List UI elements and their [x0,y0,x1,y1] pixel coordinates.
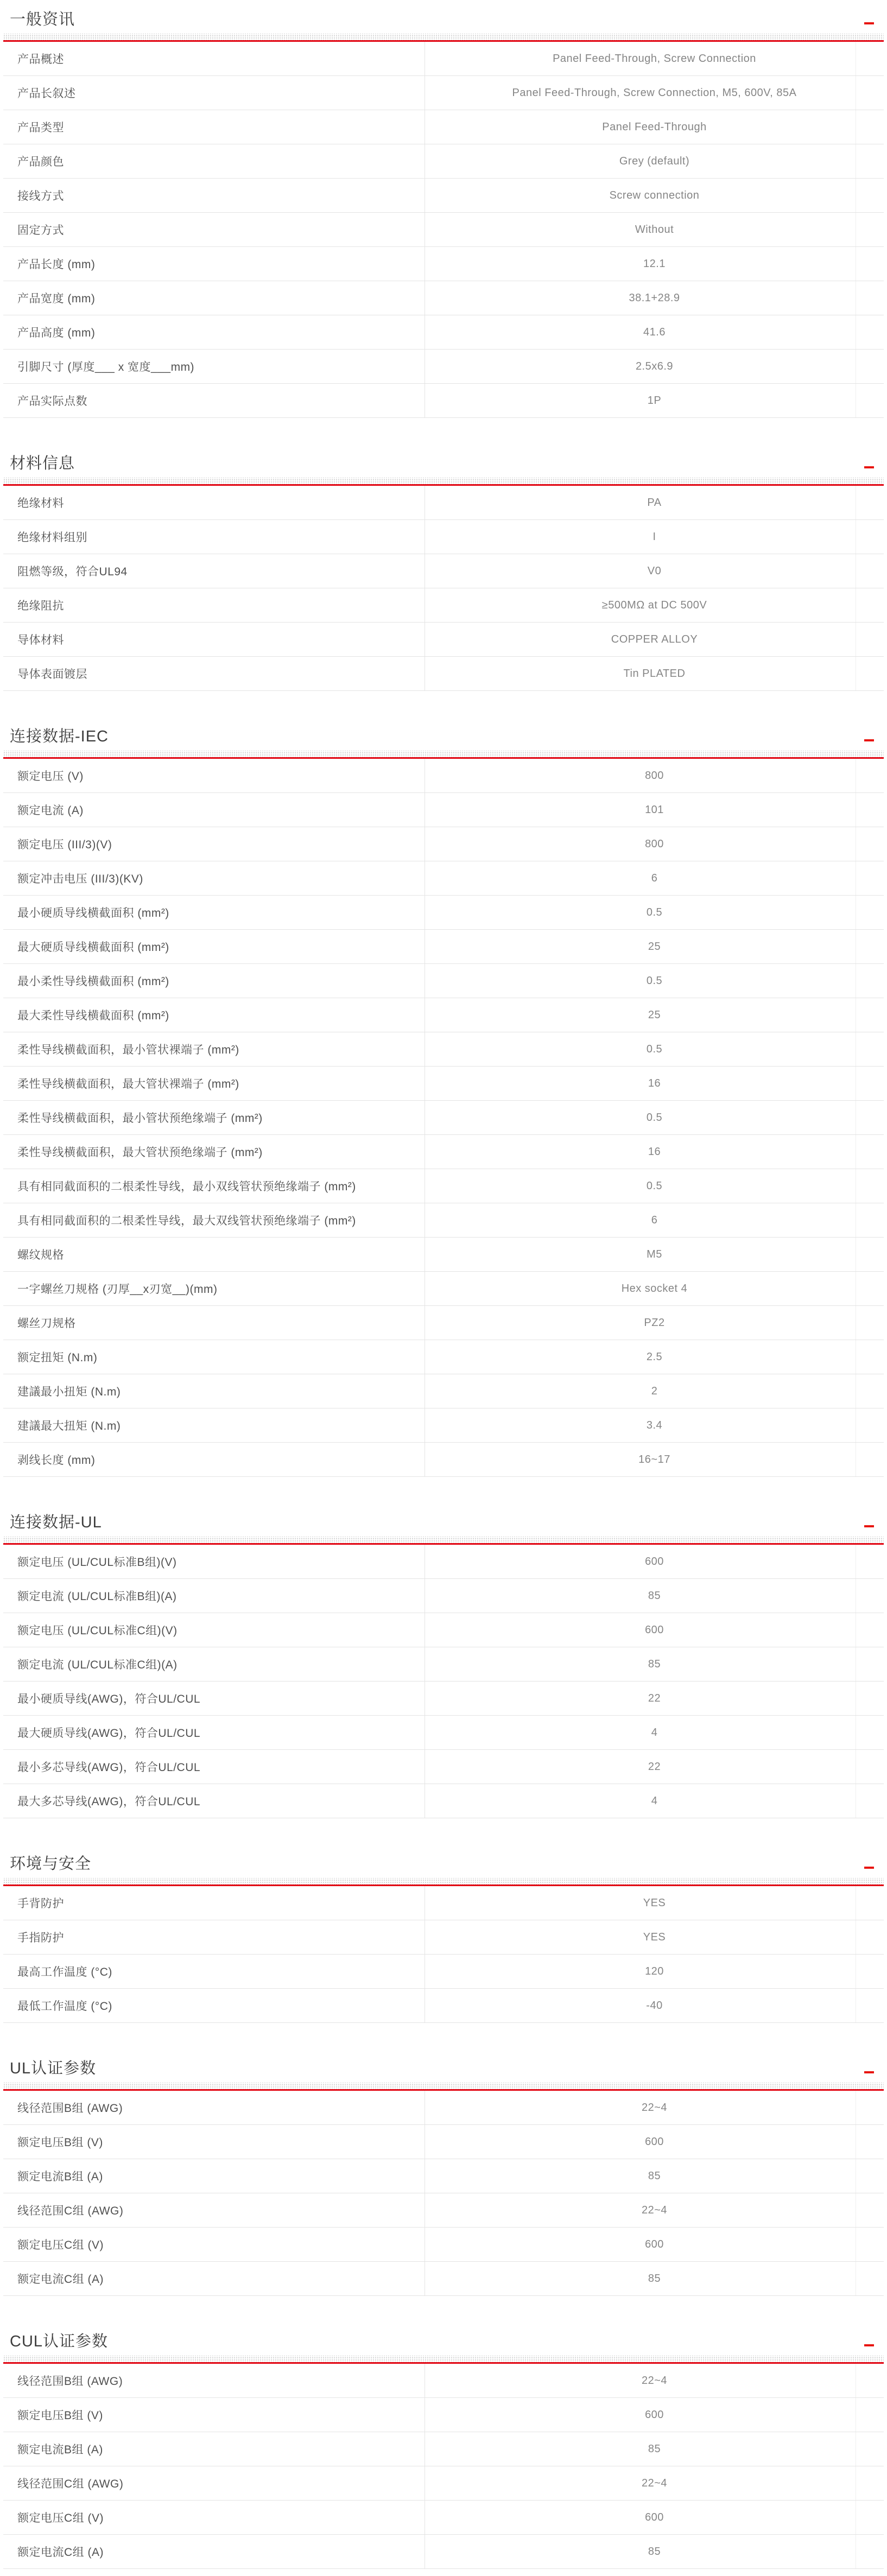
row-label: 额定电压 (UL/CUL标准B组)(V) [3,1545,425,1578]
row-value: COPPER ALLOY [611,633,698,645]
table-row [3,42,884,76]
row-value: 41.6 [643,326,666,338]
table-row [3,2228,884,2262]
section-header [3,691,884,759]
table-row [3,1032,884,1067]
table-row [3,1306,884,1340]
table-row [3,1408,884,1443]
row-value: 0.5 [646,974,663,987]
row-label: 具有相同截面积的二根柔性导线，最小双线管状预绝缘端子 (mm²) [3,1169,425,1203]
row-value: 85 [648,2169,661,2182]
section-header [3,2296,884,2364]
row-value: ≥500MΩ at DC 500V [601,599,707,611]
collapse-minus-icon[interactable] [864,737,874,744]
row-label: 线径范围B组 (AWG) [3,2091,425,2124]
spec-section [3,691,884,1477]
table-row [3,520,884,554]
row-value: Screw connection [609,189,700,201]
table-row [3,964,884,998]
table-row [3,896,884,930]
row-label: 最高工作温度 (°C) [3,1955,425,1988]
row-value: 2.5x6.9 [635,360,674,372]
row-value: 16 [648,1145,661,1158]
row-label: 额定电流C组 (A) [3,2535,425,2568]
row-label: 建議最大扭矩 (N.m) [3,1408,425,1442]
row-label: 最低工作温度 (°C) [3,1989,425,2022]
row-label: 最大硬质导线(AWG)，符合UL/CUL [3,1716,425,1749]
section-title: 环境与安全 [10,1855,92,1873]
table-row [3,1920,884,1955]
row-value: 600 [645,2408,664,2421]
section-title: UL认证参数 [10,2060,97,2077]
row-value: PZ2 [644,1316,665,1329]
row-label: 额定电压B组 (V) [3,2125,425,2159]
table-row [3,1340,884,1374]
table-row [3,1067,884,1101]
table-row [3,2125,884,2159]
collapse-minus-icon[interactable] [864,2342,874,2349]
row-value: 16~17 [638,1453,670,1465]
table-row [3,861,884,896]
row-value: 600 [645,1555,664,1568]
row-value: YES [643,1896,666,1909]
row-label: 手背防护 [3,1886,425,1920]
section-title: 一般资讯 [10,11,75,28]
row-value: 1P [647,394,662,407]
row-value: 85 [648,2545,661,2558]
row-label: 螺丝刀规格 [3,1306,425,1340]
row-value: 120 [645,1965,664,1977]
row-label: 额定电流B组 (A) [3,2159,425,2193]
table-row [3,350,884,384]
row-value: 85 [648,2442,661,2455]
row-label: 产品实际点数 [3,384,425,417]
table-row [3,1886,884,1920]
row-label: 产品长叙述 [3,76,425,110]
row-value: I [652,530,656,543]
row-label: 导体表面镀层 [3,657,425,690]
dotted-divider [3,2083,884,2089]
table-row [3,930,884,964]
row-value: 25 [648,940,661,953]
row-label: 额定电流 (UL/CUL标准B组)(A) [3,1579,425,1613]
minus-icon [864,2071,874,2073]
row-value: 22~4 [641,2477,668,2489]
table-row [3,998,884,1032]
section-header [3,418,884,486]
table-row [3,657,884,691]
table-row [3,1955,884,1989]
table-row [3,179,884,213]
row-value: 0.5 [646,1179,663,1192]
table-row [3,2091,884,2125]
row-label: 产品长度 (mm) [3,247,425,281]
dotted-divider [3,478,884,484]
collapse-minus-icon[interactable] [864,1864,874,1871]
table-row [3,1135,884,1169]
table-row [3,1169,884,1203]
row-label: 接线方式 [3,179,425,212]
section-title: 材料信息 [10,455,75,472]
row-value: 12.1 [643,257,666,270]
dotted-divider [3,1537,884,1543]
spec-table [3,1886,884,2023]
row-value: Tin PLATED [623,667,686,680]
table-row [3,2193,884,2228]
section-header [3,1477,884,1545]
section-header [3,0,884,42]
row-value: 2.5 [646,1350,663,1363]
table-row [3,110,884,144]
row-label: 最大硬质导线横截面积 (mm²) [3,930,425,963]
row-label: 一字螺丝刀规格 (刃厚__x刃宽__)(mm) [3,1272,425,1305]
row-label: 产品高度 (mm) [3,315,425,349]
spec-section [3,2023,884,2296]
table-row [3,1989,884,2023]
row-value: YES [643,1931,666,1943]
row-value: 22~4 [641,2204,668,2216]
row-value: 3.4 [646,1419,663,1431]
row-label: 柔性导线横截面积，最小管状裸端子 (mm²) [3,1032,425,1066]
row-label: 建議最小扭矩 (N.m) [3,1374,425,1408]
table-row [3,486,884,520]
table-row [3,1647,884,1682]
row-label: 导体材料 [3,623,425,656]
row-label: 额定电压B组 (V) [3,2398,425,2432]
table-row [3,554,884,588]
table-row [3,1443,884,1477]
row-value: 85 [648,2272,661,2285]
row-value: 0.5 [646,1043,663,1055]
row-label: 额定电压 (UL/CUL标准C组)(V) [3,1613,425,1647]
minus-icon [864,739,874,741]
row-label: 额定电流C组 (A) [3,2262,425,2295]
row-label: 阻燃等级，符合UL94 [3,554,425,588]
row-label: 额定电压C组 (V) [3,2228,425,2261]
row-value: 800 [645,769,664,782]
row-value: -40 [646,1999,663,2012]
table-row [3,1203,884,1238]
row-label: 剥线长度 (mm) [3,1443,425,1476]
row-value: 22 [648,1760,661,1773]
table-row [3,1750,884,1784]
row-label: 最小多芯导线(AWG)，符合UL/CUL [3,1750,425,1784]
row-label: 最小硬质导线横截面积 (mm²) [3,896,425,929]
row-value: 4 [651,1726,658,1739]
table-row [3,315,884,350]
dotted-divider [3,34,884,40]
row-label: 绝缘阻抗 [3,588,425,622]
row-label: 额定电流B组 (A) [3,2432,425,2466]
minus-icon [864,466,874,468]
row-value: 600 [645,2135,664,2148]
section-header [3,2023,884,2091]
table-row [3,2466,884,2501]
row-value: 101 [645,803,664,816]
table-row [3,1716,884,1750]
spec-table [3,486,884,691]
table-row [3,2398,884,2432]
collapse-minus-icon[interactable] [864,20,874,27]
row-label: 线径范围B组 (AWG) [3,2364,425,2397]
row-value: Panel Feed-Through [602,120,707,133]
spec-section [3,2296,884,2569]
table-row [3,1682,884,1716]
row-value: PA [647,496,662,509]
spec-section [3,1818,884,2023]
row-value: M5 [647,1248,662,1260]
dotted-divider [3,751,884,757]
collapse-minus-icon[interactable] [864,2069,874,2076]
table-row [3,281,884,315]
spec-table [3,2091,884,2296]
spec-table [3,1545,884,1818]
table-row [3,1101,884,1135]
minus-icon [864,1867,874,1869]
table-row [3,2432,884,2466]
row-label: 额定电压 (V) [3,759,425,792]
table-row [3,588,884,623]
row-label: 额定电压C组 (V) [3,2501,425,2534]
spec-table [3,759,884,1477]
dotted-divider [3,2356,884,2362]
row-value: 600 [645,2511,664,2523]
row-label: 线径范围C组 (AWG) [3,2193,425,2227]
row-label: 最大多芯导线(AWG)，符合UL/CUL [3,1784,425,1818]
row-label: 额定电流 (UL/CUL标准C组)(A) [3,1647,425,1681]
row-label: 额定电流 (A) [3,793,425,827]
table-row [3,2262,884,2296]
table-row [3,1579,884,1613]
minus-icon [864,2344,874,2346]
row-value: 16 [648,1077,661,1089]
spec-table [3,42,884,418]
table-row [3,1784,884,1818]
row-label: 产品颜色 [3,144,425,178]
row-label: 螺纹规格 [3,1238,425,1271]
row-value: Without [635,223,674,236]
table-row [3,793,884,827]
collapse-minus-icon[interactable] [864,464,874,471]
table-row [3,759,884,793]
spec-section [3,1477,884,1818]
spec-section [3,0,884,418]
table-row [3,1374,884,1408]
table-row [3,1545,884,1579]
row-value: Hex socket 4 [621,1282,688,1295]
table-row [3,1238,884,1272]
row-label: 最小柔性导线横截面积 (mm²) [3,964,425,998]
row-label: 产品宽度 (mm) [3,281,425,315]
table-row [3,76,884,110]
row-value: 6 [651,872,658,884]
table-row [3,623,884,657]
row-value: 85 [648,1589,661,1602]
row-label: 额定冲击电压 (III/3)(KV) [3,861,425,895]
row-value: 0.5 [646,906,663,918]
dotted-divider [3,1878,884,1885]
table-row [3,827,884,861]
minus-icon [864,1525,874,1527]
table-row [3,213,884,247]
section-header [3,1818,884,1886]
row-label: 柔性导线横截面积，最小管状预绝缘端子 (mm²) [3,1101,425,1134]
row-value: Panel Feed-Through, Screw Connection, M5, 600V, 85A [512,86,797,99]
row-label: 固定方式 [3,213,425,246]
table-row [3,1272,884,1306]
minus-icon [864,22,874,24]
table-row [3,2159,884,2193]
row-label: 额定扭矩 (N.m) [3,1340,425,1374]
row-value: 38.1+28.9 [629,291,680,304]
row-label: 引脚尺寸 (厚度___ x 宽度___mm) [3,350,425,383]
collapse-minus-icon[interactable] [864,1523,874,1530]
row-value: 2 [651,1385,658,1397]
row-label: 最大柔性导线横截面积 (mm²) [3,998,425,1032]
row-value: 22 [648,1692,661,1704]
section-title: 连接数据-IEC [10,728,109,745]
row-label: 手指防护 [3,1920,425,1954]
table-row [3,2501,884,2535]
table-row [3,384,884,418]
row-label: 绝缘材料 [3,486,425,519]
table-row [3,1613,884,1647]
row-label: 产品概述 [3,42,425,75]
row-label: 具有相同截面积的二根柔性导线，最大双线管状预绝缘端子 (mm²) [3,1203,425,1237]
row-value: 800 [645,837,664,850]
spec-table [3,2364,884,2569]
row-value: 0.5 [646,1111,663,1124]
spec-section [3,418,884,691]
section-title: 连接数据-UL [10,1514,102,1531]
row-value: 6 [651,1214,658,1226]
row-value: Panel Feed-Through, Screw Connection [553,52,756,65]
row-label: 最小硬质导线(AWG)，符合UL/CUL [3,1682,425,1715]
row-label: 绝缘材料组别 [3,520,425,554]
row-label: 额定电压 (III/3)(V) [3,827,425,861]
row-label: 产品类型 [3,110,425,144]
table-row [3,2535,884,2569]
row-label: 柔性导线横截面积，最大管状预绝缘端子 (mm²) [3,1135,425,1169]
spec-sections-container [3,0,884,2569]
table-row [3,144,884,179]
row-value: 600 [645,1623,664,1636]
row-label: 柔性导线横截面积，最大管状裸端子 (mm²) [3,1067,425,1100]
row-value: 600 [645,2238,664,2250]
row-value: 22~4 [641,2374,668,2387]
row-label: 线径范围C组 (AWG) [3,2466,425,2500]
row-value: 4 [651,1794,658,1807]
row-value: 85 [648,1658,661,1670]
row-value: V0 [647,564,662,577]
table-row [3,2364,884,2398]
table-row [3,247,884,281]
section-title: CUL认证参数 [10,2333,109,2350]
row-value: Grey (default) [619,155,690,167]
row-value: 22~4 [641,2101,668,2114]
row-value: 25 [648,1008,661,1021]
